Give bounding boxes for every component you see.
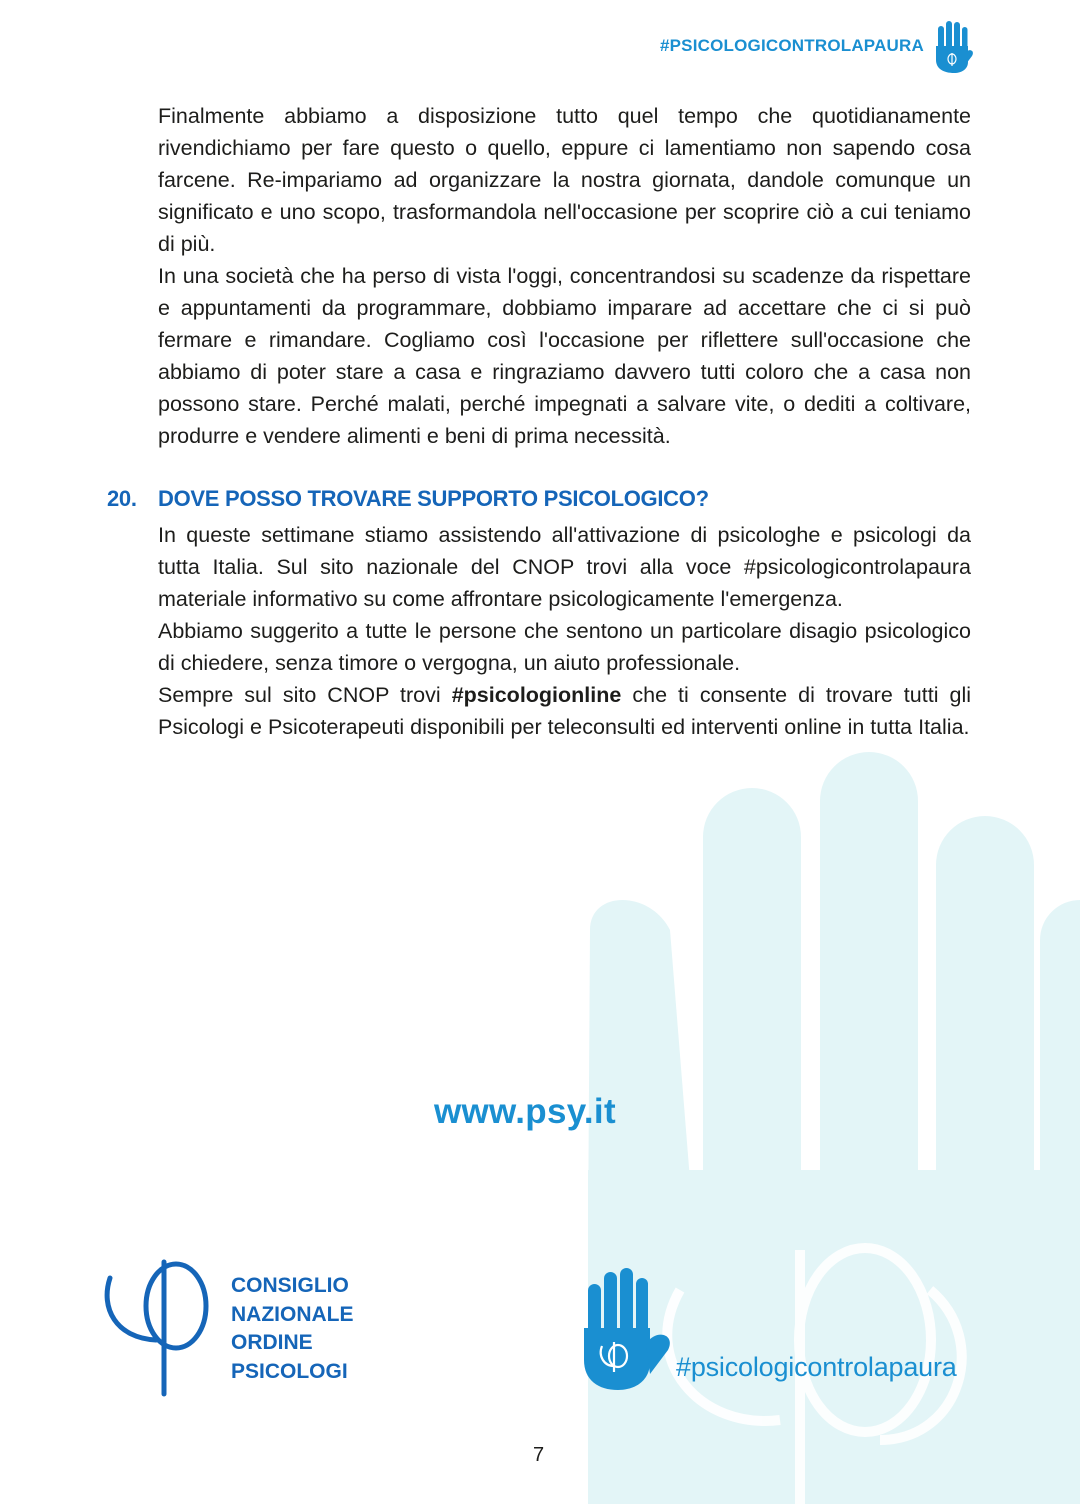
campaign-hashtag: #psicologicontrolapaura bbox=[676, 1352, 957, 1382]
section-paragraph-2: Abbiamo suggerito a tutte le persone che sentono un particolare disagio psicologico di chiedere, senza timore o vergogna, un aiuto professionale. bbox=[158, 619, 971, 675]
section-number: 20. bbox=[107, 486, 137, 511]
section-paragraph-3-before: Sempre sul sito CNOP trovi bbox=[158, 683, 452, 707]
website-url[interactable]: www.psy.it bbox=[434, 1092, 616, 1131]
cnop-psi-logo-icon bbox=[104, 1258, 216, 1398]
campaign-hand-logo-icon bbox=[580, 1264, 680, 1392]
section-title: DOVE POSSO TROVARE SUPPORTO PSICOLOGICO? bbox=[158, 486, 709, 511]
cnop-line-2: NAZIONALE bbox=[231, 1302, 354, 1326]
intro-paragraph-1: Finalmente abbiamo a disposizione tutto quel tempo che quotidianamente rivendichiamo per fare questo o quello, eppure ci lamentiamo non sapendo cosa farcene. Re-impariamo ad organizzare la nostra giornata, dandole comunque un significato e uno scopo, trasformandola nell'occasione per scoprire ciò a cui teniamo di più. bbox=[158, 104, 971, 256]
psicologionline-link: #psicologionline bbox=[451, 683, 622, 707]
section-paragraph-3 bbox=[158, 679, 971, 743]
section-paragraph-1: In queste settimane stiamo assistendo all'attivazione di psicologhe e psicologi da tutta Italia. Sul sito nazionale del CNOP trovi alla voce #psicologicontrolapaura materiale informativo su come affrontare psicologicamente l'emergenza. bbox=[158, 523, 971, 611]
section-paragraph-3-after: che ti consente di trovare tutti gli Psicologi e Psicoterapeuti disponibili per teleconsulti ed interventi online in tutta Italia. bbox=[158, 683, 972, 739]
cnop-line-4: PSICOLOGI bbox=[231, 1359, 348, 1383]
intro-text bbox=[158, 100, 971, 452]
cnop-line-3: ORDINE bbox=[231, 1331, 313, 1354]
cnop-name bbox=[231, 1272, 354, 1386]
page-number: 7 bbox=[533, 1444, 545, 1466]
hand-logo-icon bbox=[930, 18, 976, 74]
header-hashtag: #PSICOLOGICONTROLAPAURA bbox=[659, 36, 924, 55]
cnop-line-1: CONSIGLIO bbox=[231, 1274, 349, 1297]
intro-paragraph-2: In una società che ha perso di vista l'oggi, concentrandosi su scadenze da rispettare e appuntamenti da programmare, dobbiamo imparare ad accettare che ci si può fermare e rimandare. Cogliamo così l'occasione per riflettere sull'occasione che abbiamo di poter stare a casa e ringraziamo davvero tutti coloro che a casa non possono stare. Perché malati, perché impegnati a salvare vite, o dediti a coltivare, produrre e vendere alimenti e beni di prima necessità. bbox=[158, 264, 971, 448]
section-text bbox=[158, 519, 971, 743]
section-heading bbox=[107, 486, 709, 512]
